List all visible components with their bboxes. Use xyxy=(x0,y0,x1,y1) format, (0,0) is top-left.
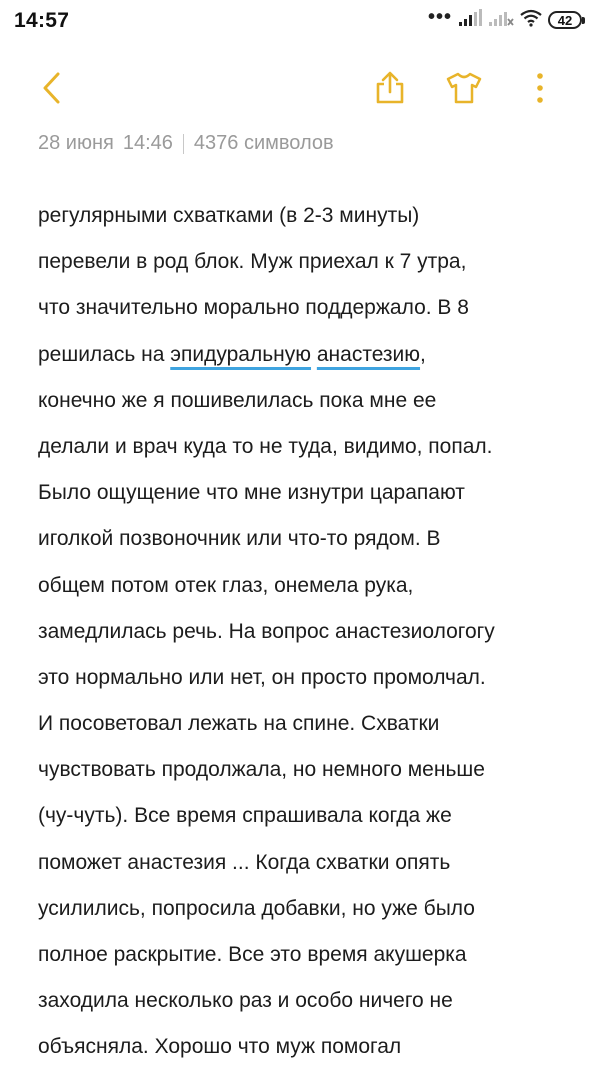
status-icons xyxy=(428,8,582,32)
note-date: 28 июня xyxy=(38,132,114,154)
spellcheck-word: анастезию xyxy=(316,342,421,366)
back-button[interactable] xyxy=(28,64,76,112)
note-text: , xyxy=(420,342,426,366)
notification-dots-icon: ••• xyxy=(427,6,452,28)
note-text: объясняла. Хорошо что муж помогал xyxy=(38,1035,402,1059)
note-line xyxy=(38,335,578,381)
note-body[interactable] xyxy=(38,196,578,1074)
note-line xyxy=(38,612,578,658)
back-icon xyxy=(41,71,63,105)
note-text: поможет анастезия ... Когда схватки опять xyxy=(38,850,451,874)
theme-shirt-icon xyxy=(445,71,483,105)
note-line xyxy=(38,750,578,796)
note-text: регулярными схватками (в 2-3 минуты) xyxy=(38,204,420,227)
note-text: перевели в род блок. Муж приехал к 7 утра, xyxy=(38,250,467,274)
share-icon xyxy=(372,70,408,106)
spellcheck-word: эпидуральную xyxy=(170,342,312,366)
note-line xyxy=(38,935,578,981)
note-line xyxy=(38,796,578,842)
note-line xyxy=(38,889,578,935)
note-text: что значительно морально поддержало. В 8 xyxy=(38,296,469,320)
battery-icon: 42 xyxy=(548,11,582,29)
share-button[interactable] xyxy=(366,64,414,112)
note-line xyxy=(38,843,578,889)
note-line xyxy=(38,196,578,242)
note-text: заходила несколько раз и особо ничего не xyxy=(38,989,453,1013)
note-char-count: 4376 символов xyxy=(193,132,334,154)
theme-button[interactable] xyxy=(440,64,488,112)
note-text: это нормально или нет, он просто промолчал. xyxy=(38,665,486,689)
more-options-button[interactable] xyxy=(516,64,564,112)
note-line xyxy=(38,1027,578,1073)
note-time: 14:46 xyxy=(122,132,173,154)
note-line xyxy=(38,658,578,704)
signal-no-service-icon xyxy=(488,9,514,32)
meta-divider xyxy=(183,134,184,154)
note-line xyxy=(38,381,578,427)
note-text: (чу-чуть). Все время спрашивала когда же xyxy=(38,804,452,828)
note-text: замедлилась речь. На вопрос анастезиологогу xyxy=(38,619,495,643)
note-line xyxy=(38,566,578,612)
note-text: чувствовать продолжала, но немного меньше xyxy=(38,758,485,782)
note-text: И посоветовал лежать на спине. Схватки xyxy=(38,712,440,736)
note-text: усилились, попросила добавки, но уже было xyxy=(38,896,475,920)
status-bar xyxy=(0,0,600,44)
more-vertical-icon xyxy=(535,71,545,105)
note-text: конечно же я пошивелилась пока мне ее xyxy=(38,388,437,412)
signal-icon xyxy=(458,9,482,32)
note-text: делали и врач куда то не туда, видимо, попал. xyxy=(38,434,493,458)
status-time: 14:57 xyxy=(14,9,70,32)
note-meta xyxy=(38,132,334,155)
wifi-icon xyxy=(520,9,542,32)
note-line xyxy=(38,242,578,288)
note-line xyxy=(38,473,578,519)
note-text: иголкой позвоночник или что-то рядом. В xyxy=(38,527,441,551)
note-text: решилась на xyxy=(38,342,171,366)
note-text: полное раскрытие. Все это время акушерка xyxy=(38,943,467,966)
note-toolbar xyxy=(0,60,600,116)
note-line xyxy=(38,288,578,334)
note-text: общем потом отек глаз, онемела рука, xyxy=(38,573,414,597)
note-text: Было ощущение что мне изнутри царапают xyxy=(38,481,465,505)
note-line xyxy=(38,519,578,565)
note-line xyxy=(38,981,578,1027)
note-line xyxy=(38,427,578,473)
note-line xyxy=(38,704,578,750)
